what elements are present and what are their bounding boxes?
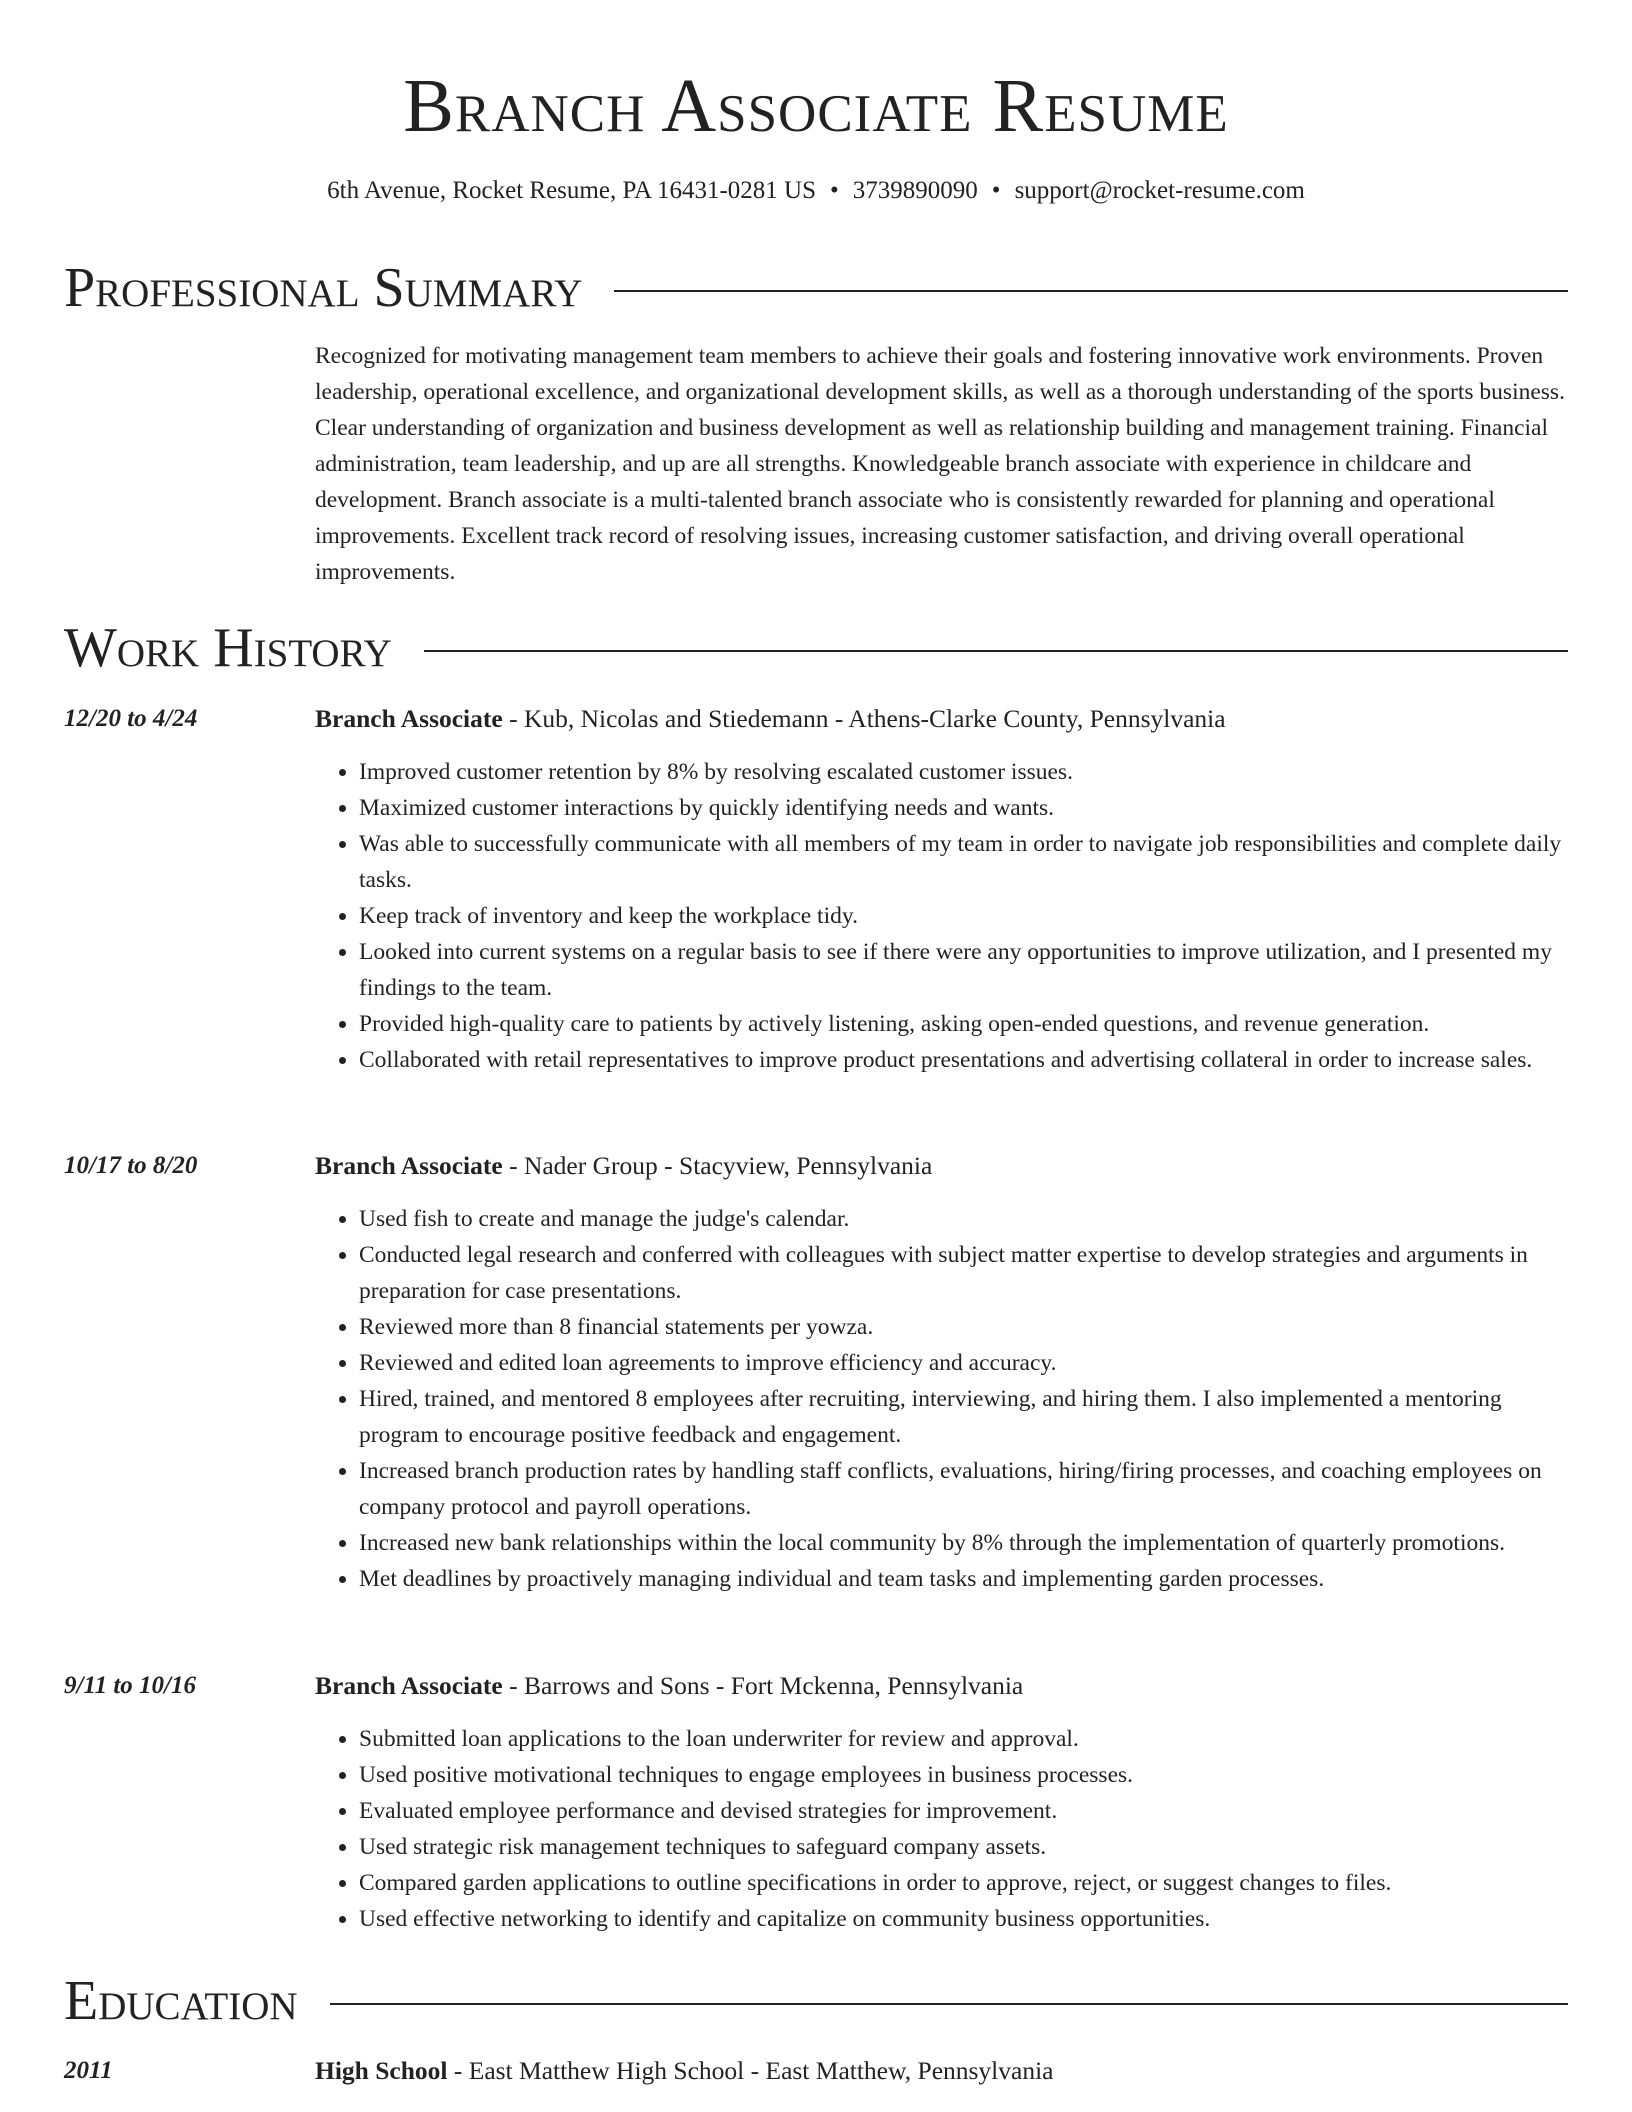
job-role: Branch Associate (315, 704, 503, 733)
job-bullet: • Met deadlines by proactively managing individual and team tasks and implementing garden processes. (359, 1561, 1568, 1597)
job-bullet: • Improved customer retention by 8% by resolving escalated customer issues. (359, 754, 1568, 790)
job-dates: 12/20 to 4/24 (64, 705, 198, 732)
job-dates: 10/17 to 8/20 (64, 1152, 198, 1179)
resume-title: Branch Associate Resume (403, 64, 1229, 148)
job-title-line (315, 1668, 1568, 1704)
section-divider (330, 2003, 1568, 2005)
summary-section-header (64, 254, 1568, 322)
job-bullet: • Hired, trained, and mentored 8 employees after recruiting, interviewing, and hiring them. I also implemented a mentoring program to encourage positive feedback and engagement. (359, 1381, 1568, 1453)
job-role: Branch Associate (315, 1151, 503, 1180)
job-bullet: • Submitted loan applications to the loan underwriter for review and approval. (359, 1721, 1568, 1757)
job-bullet: • Provided high-quality care to patients by actively listening, asking open-ended questions, and revenue generation. (359, 1006, 1568, 1042)
section-divider (614, 290, 1568, 292)
contact-phone: 3739890090 (852, 177, 978, 204)
contact-address: 6th Avenue, Rocket Resume, PA 16431-0281 US (327, 177, 817, 204)
job-bullet: • Used strategic risk management techniques to safeguard company assets. (359, 1829, 1568, 1865)
job-bullet: • Used positive motivational techniques to engage employees in business processes. (359, 1757, 1568, 1793)
summary-heading: Professional Summary (64, 257, 583, 319)
contact-email: support@rocket-resume.com (1014, 177, 1305, 204)
contact-line (0, 174, 1632, 208)
job-bullet: • Keep track of inventory and keep the workplace tidy. (359, 898, 1568, 934)
job-employer-location: - Barrows and Sons - Fort Mckenna, Pennsylvania (502, 1671, 1024, 1700)
job-role: Branch Associate (315, 1671, 503, 1700)
job-bullet: • Reviewed more than 8 financial statements per yowza. (359, 1309, 1568, 1345)
section-divider (424, 650, 1568, 652)
job-bullet-list (315, 754, 1568, 1078)
job-bullet: • Conducted legal research and conferred with colleagues with subject matter expertise to develop strategies and arguments in preparation for case presentations. (359, 1237, 1568, 1309)
education-degree: High School (315, 2056, 448, 2085)
summary-text: Recognized for motivating management team members to achieve their goals and fostering innovative work environments. Proven leadership, operational excellence, and organizational development skills, as well as a thorough understanding of the sports business. Clear understanding of organization and business development as well as relationship building and management training. Financial administration, team leadership, and up are all strengths. Knowledgeable branch associate with experience in childcare and development. Branch associate is a multi-talented branch associate who is consistently rewarded for planning and operational improvements. Excellent track record of resolving issues, increasing customer satisfaction, and driving overall operational improvements. (315, 343, 1565, 585)
job-bullet: • Was able to successfully communicate with all members of my team in order to navigate job responsibilities and complete daily tasks. (359, 826, 1568, 898)
job-title-line (315, 1148, 1568, 1184)
job-bullet: • Looked into current systems on a regular basis to see if there were any opportunities to improve utilization, and I presented my findings to the team. (359, 934, 1568, 1006)
education-school-location: - East Matthew High School - East Matthew, Pennsylvania (447, 2056, 1054, 2085)
job-bullet: • Used fish to create and manage the judge's calendar. (359, 1201, 1568, 1237)
job-employer-location: - Nader Group - Stacyview, Pennsylvania (502, 1151, 933, 1180)
job-employer-location: - Kub, Nicolas and Stiedemann - Athens-Clarke County, Pennsylvania (502, 704, 1226, 733)
job-bullet: • Reviewed and edited loan agreements to improve efficiency and accuracy. (359, 1345, 1568, 1381)
job-dates: 9/11 to 10/16 (64, 1672, 196, 1699)
job-bullet: • Compared garden applications to outline specifications in order to approve, reject, or suggest changes to files. (359, 1865, 1568, 1901)
contact-separator: • (991, 177, 1001, 204)
job-bullet: • Increased branch production rates by handling staff conflicts, evaluations, hiring/firing processes, and coaching employees on company protocol and payroll operations. (359, 1453, 1568, 1525)
job-title-line (315, 701, 1568, 737)
education-heading: Education (64, 1970, 298, 2032)
job-bullet-list (315, 1721, 1568, 1937)
education-year: 2011 (64, 2057, 113, 2084)
work-history-section-header (64, 614, 1568, 682)
job-bullet: • Evaluated employee performance and devised strategies for improvement. (359, 1793, 1568, 1829)
job-bullet: • Collaborated with retail representatives to improve product presentations and advertising collateral in order to increase sales. (359, 1042, 1568, 1078)
contact-separator: • (830, 177, 839, 204)
job-bullet: • Increased new bank relationships within the local community by 8% through the implementation of quarterly promotions. (359, 1525, 1568, 1561)
job-bullet: • Maximized customer interactions by quickly identifying needs and wants. (359, 790, 1568, 826)
education-title-line (315, 2053, 1568, 2089)
job-bullet-list (315, 1201, 1568, 1597)
job-bullet: • Used effective networking to identify and capitalize on community business opportunities. (359, 1901, 1568, 1937)
education-section-header (64, 1967, 1568, 2035)
work-history-heading: Work History (64, 617, 392, 679)
